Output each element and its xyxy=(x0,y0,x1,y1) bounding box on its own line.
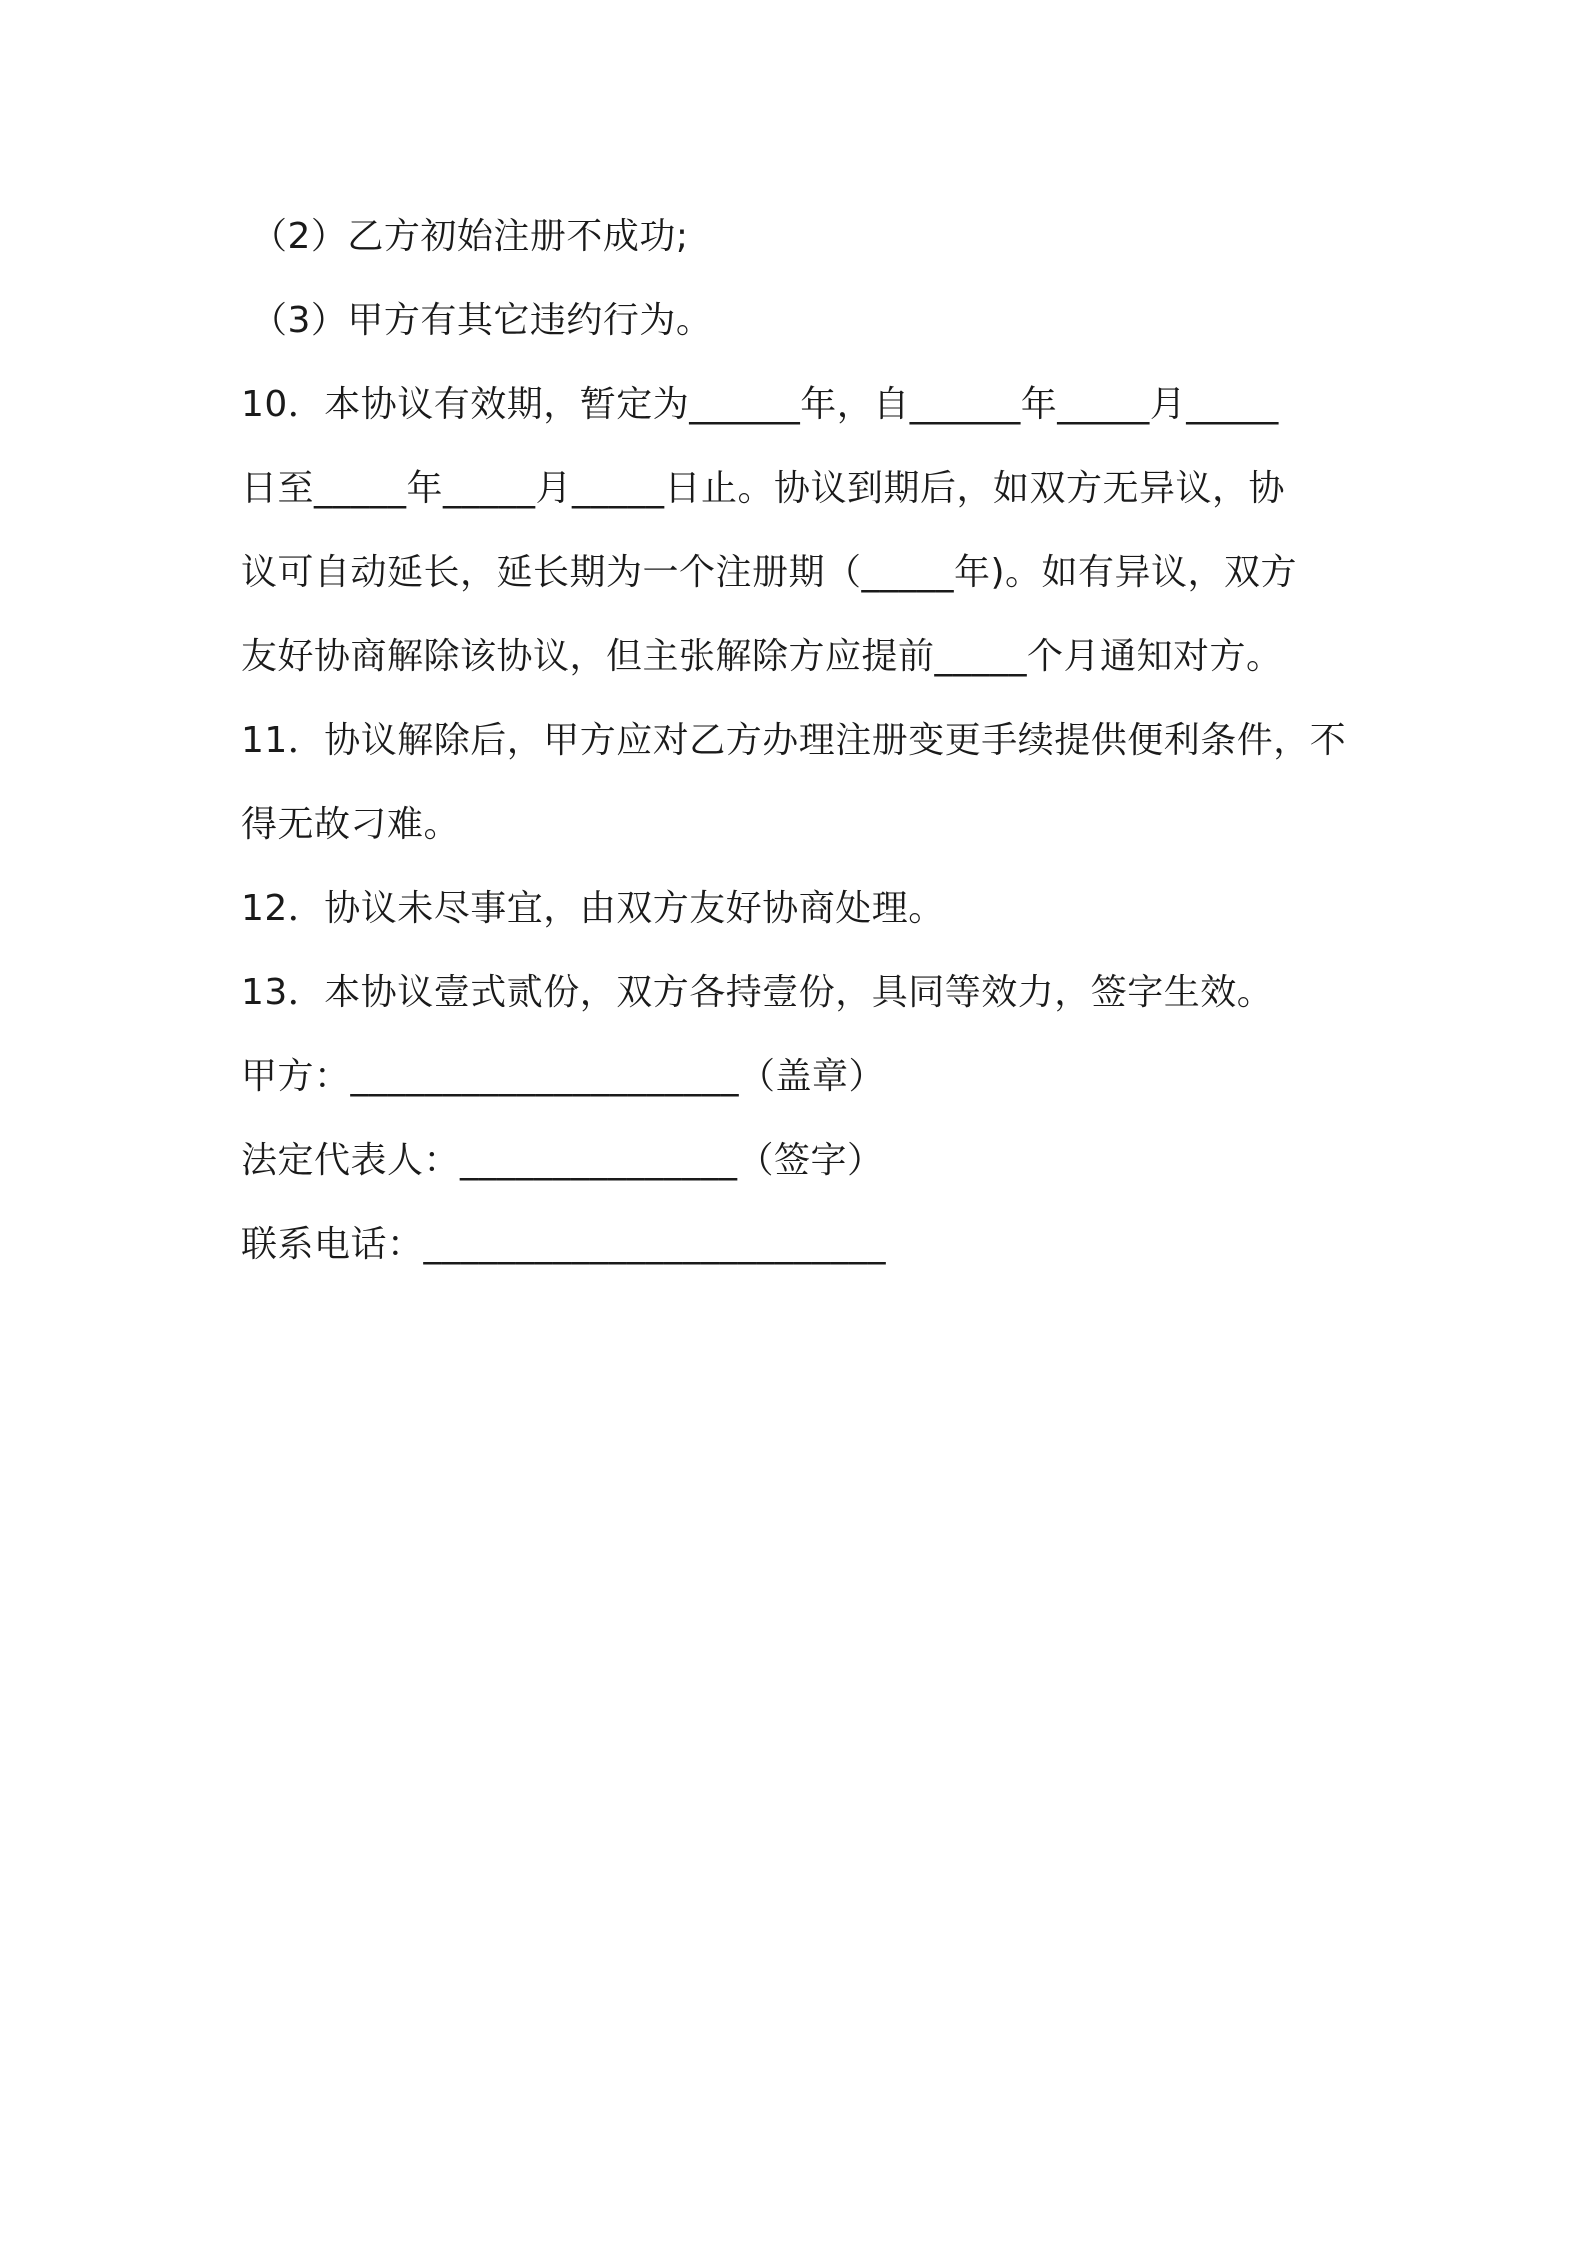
party-a-signature-line: 甲方：_____________________（盖章） xyxy=(241,1056,886,1097)
clause-10-line-4: 友好协商解除该协议，但主张解除方应提前_____个月通知对方。 xyxy=(241,636,1283,677)
clause-10-line-1: 10．本协议有效期，暂定为______年，自______年_____月_____ xyxy=(241,384,1279,425)
clause-11-line-1: 11．协议解除后，甲方应对乙方办理注册变更手续提供便利条件，不 xyxy=(241,720,1347,761)
clause-10-line-3: 议可自动延长，延长期为一个注册期（_____年)。如有异议，双方 xyxy=(241,552,1298,593)
clause-12: 12．协议未尽事宜，由双方友好协商处理。 xyxy=(241,888,945,929)
clause-10-line-2: 日至_____年_____月_____日止。协议到期后，如双方无异议，协 xyxy=(241,468,1286,509)
clause-9-item-3: （3）甲方有其它违约行为。 xyxy=(251,300,713,341)
clause-13: 13．本协议壹式贰份，双方各持壹份，具同等效力，签字生效。 xyxy=(241,972,1274,1013)
clause-11-line-2: 得无故刁难。 xyxy=(241,804,461,845)
clause-9-item-2: （2）乙方初始注册不成功; xyxy=(251,216,689,257)
phone-line: 联系电话：_________________________ xyxy=(241,1224,887,1265)
document-body xyxy=(241,195,1361,1287)
legal-rep-signature-line: 法定代表人：_______________（签字） xyxy=(241,1140,884,1181)
